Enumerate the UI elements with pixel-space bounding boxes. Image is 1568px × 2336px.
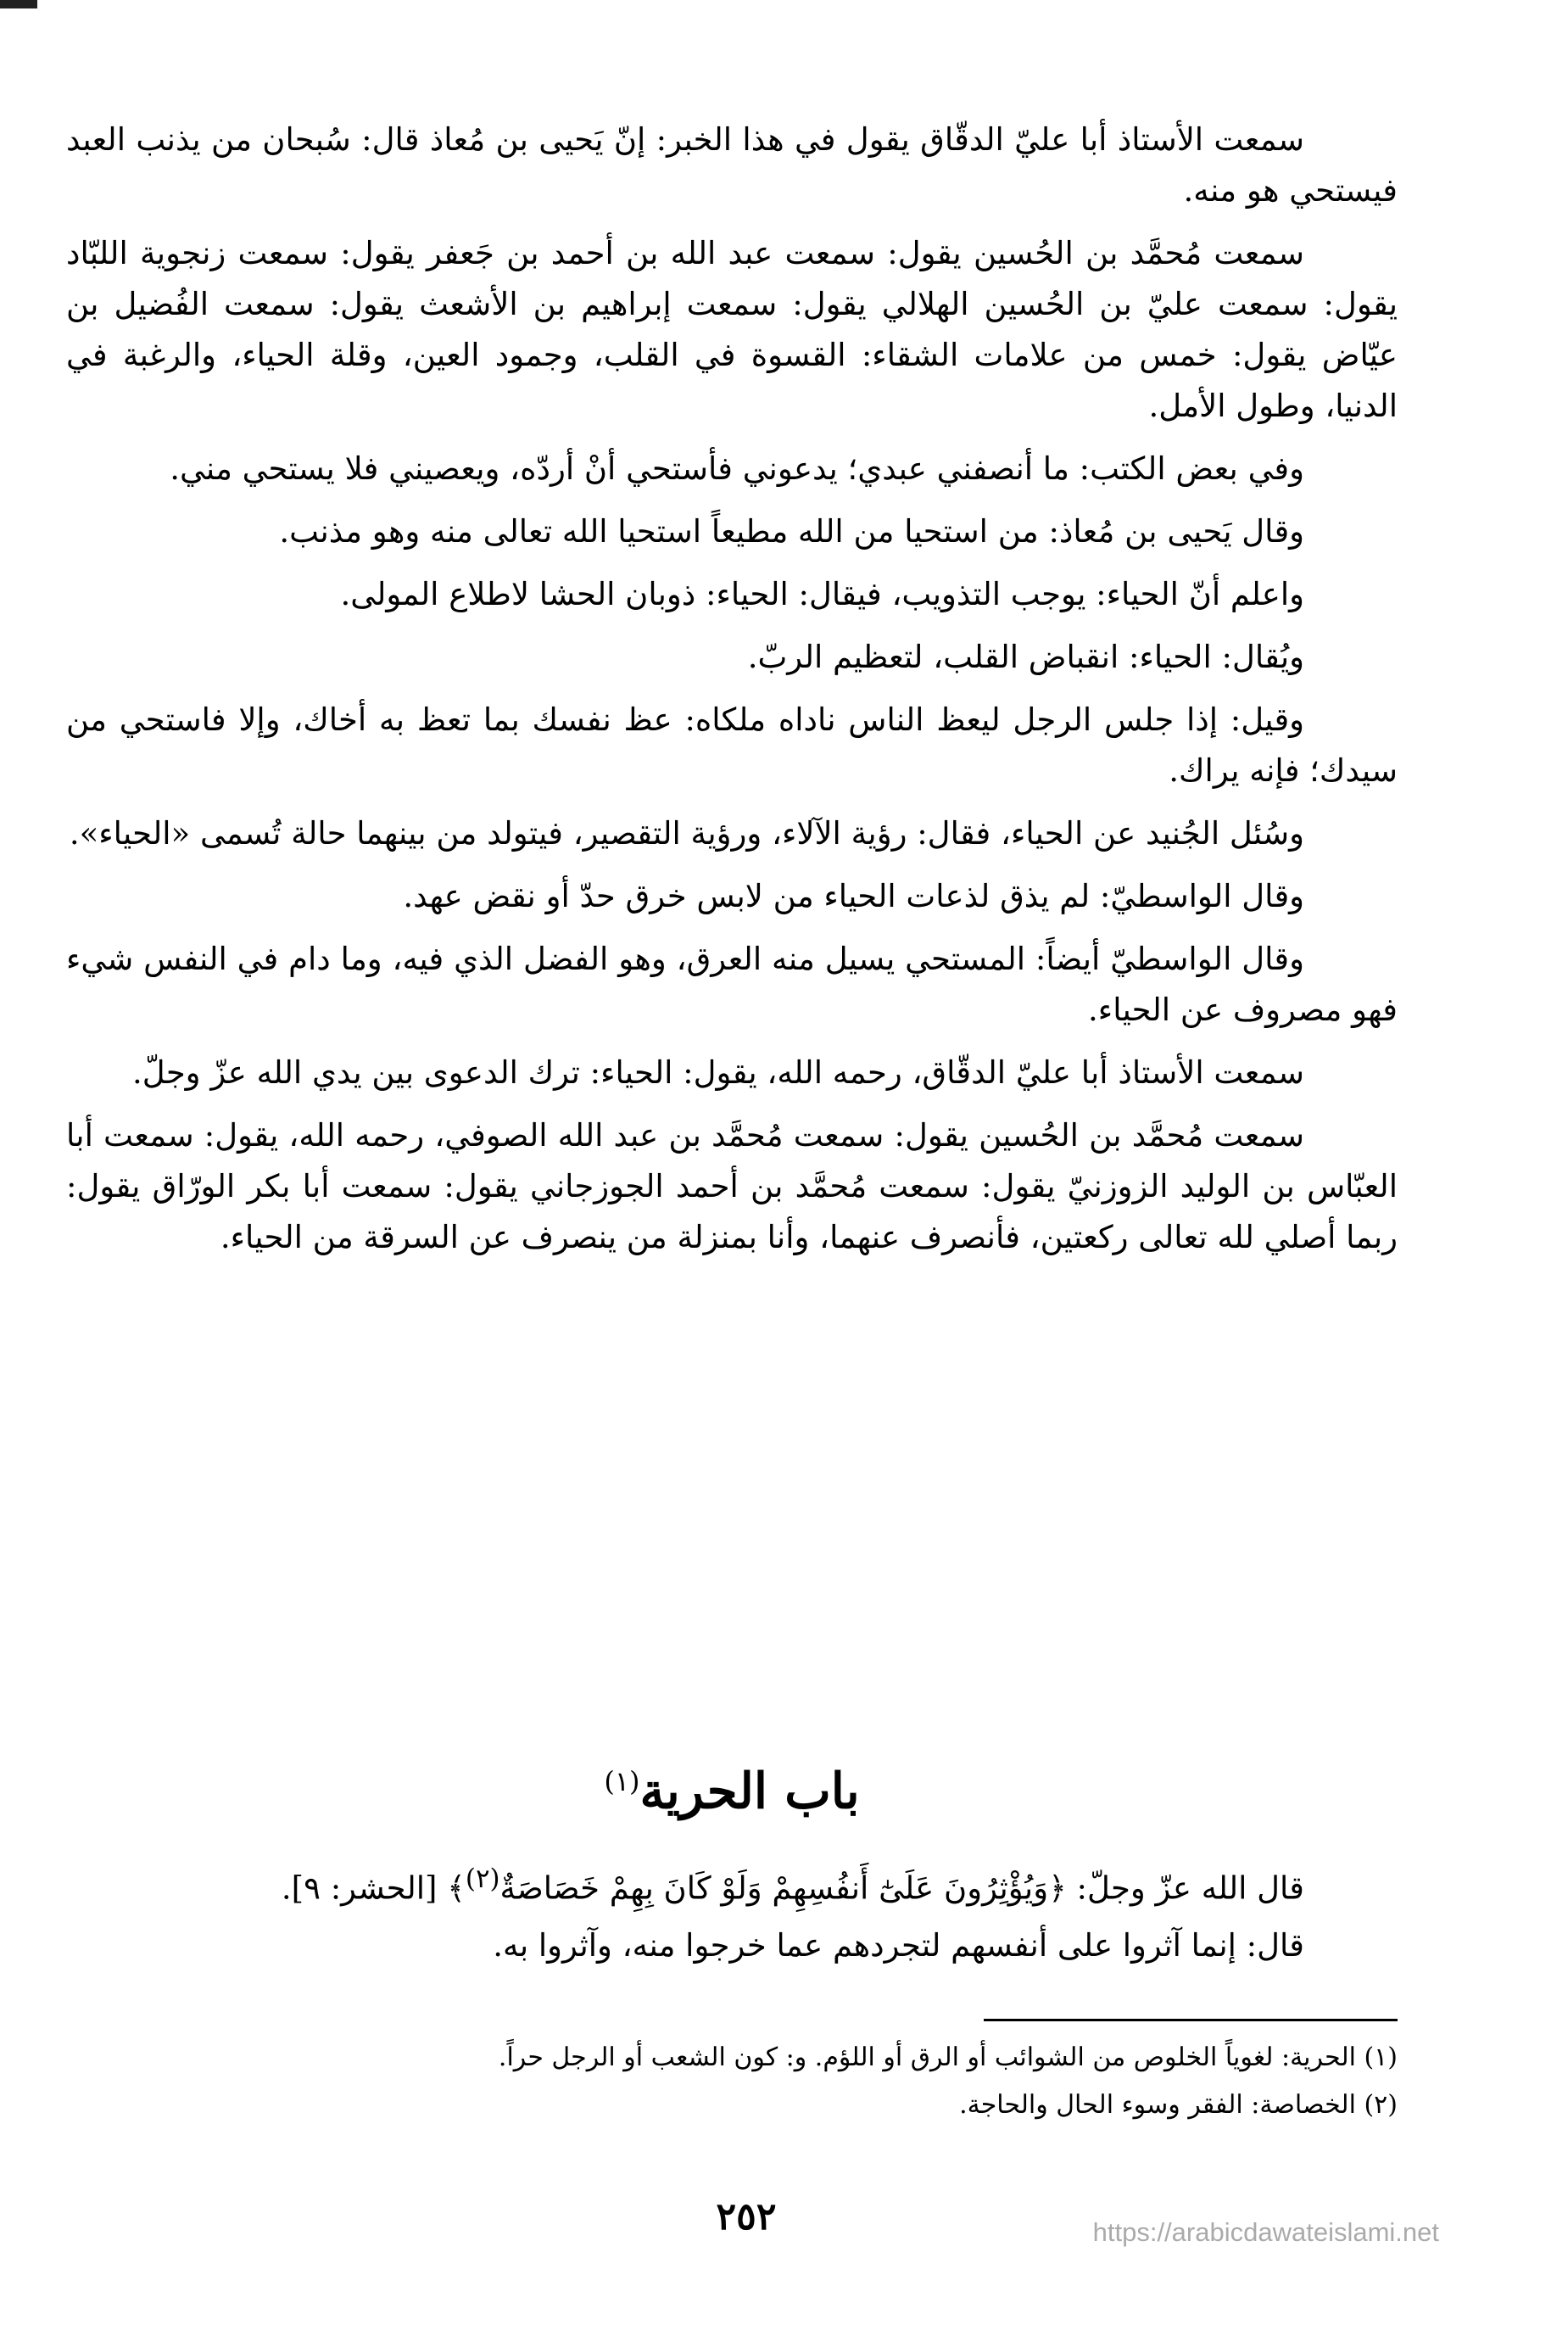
verse-intro: قال الله عزّ وجلّ: ﴿ [1048, 1869, 1304, 1907]
paragraph: وقال الواسطيّ أيضاً: المستحي يسيل منه العرق، وهو الفضل الذي فيه، وما دام في النفس شيء فهو مصروف عن الحياء. [66, 941, 1398, 1028]
verse-paragraph [66, 1853, 1398, 1914]
paragraph: وفي بعض الكتب: ما أنصفني عبدي؛ يدعوني فأستحي أنْ أردّه، ويعصيني فلا يستحي مني. [170, 450, 1304, 487]
paragraph: سمعت الأستاذ أبا عليّ الدقّاق يقول في هذا الخبر: إنّ يَحيى بن مُعاذ قال: سُبحان من يذنب العبد فيستحي هو منه. [66, 121, 1398, 209]
paragraph: وسُئل الجُنيد عن الحياء، فقال: رؤية الآلاء، ورؤية التقصير، فيتولد من بينهما حالة تُسمى «الحياء». [69, 815, 1304, 852]
quran-verse: وَيُؤْثِرُونَ عَلَىٰٓ أَنفُسِهِمْ وَلَوْ كَانَ بِهِمْ خَصَاصَةٌ [499, 1869, 1049, 1907]
paragraph: وقال الواسطيّ: لم يذق لذعات الحياء من لابس خرق حدّ أو نقض عهد. [403, 878, 1304, 914]
paragraph: قال: إنما آثروا على أنفسهم لتجردهم عما خرجوا منه، وآثروا به. [493, 1927, 1304, 1964]
footnotes [170, 2034, 1398, 2129]
paragraph: سمعت مُحمَّد بن الحُسين يقول: سمعت عبد الله بن أحمد بن جَعفر يقول: سمعت زنجوية اللبّاد يقول: سمعت عليّ بن الحُسين الهلالي يقول: سمعت إبراهيم بن الأشعث يقول: سمعت الفُضيل بن عيّاض يقول: خمس من علامات الشقاء: القسوة في القلب، وجمود العين، وقلة الحياء، والرغبة في الدنيا، وطول الأمل. [66, 235, 1398, 424]
paragraph: واعلم أنّ الحياء: يوجب التذويب، فيقال: الحياء: ذوبان الحشا لاطلاع المولى. [340, 576, 1304, 612]
footnote: (٢) الخصاصة: الفقر وسوء الحال والحاجة. [959, 2090, 1398, 2120]
paragraph: وقال يَحيى بن مُعاذ: من استحيا من الله مطيعاً استحيا الله تعالى منه وهو مذنب. [279, 513, 1304, 550]
section-text [66, 1853, 1398, 1978]
verse-footnote-ref: (٢) [465, 1864, 500, 1894]
watermark-url: https://arabicdawateislami.net [1092, 2217, 1439, 2247]
scan-corner-mark [0, 0, 37, 8]
section-title-text: باب الحرية [639, 1762, 860, 1820]
paragraph: ويُقال: الحياء: انقباض القلب، لتعظيم الربّ. [747, 639, 1304, 675]
section-title-footnote-ref: (١) [604, 1765, 640, 1797]
paragraph: سمعت مُحمَّد بن الحُسين يقول: سمعت مُحمَّد بن عبد الله الصوفي، رحمه الله، يقول: سمعت أبا العبّاس بن الوليد الزوزنيّ يقول: سمعت مُحمَّد بن أحمد الجوزجاني يقول: سمعت أبا بكر الورّاق يقول: ربما أصلي لله تعالى ركعتين، فأنصرف عنهما، وأنا بمنزلة من ينصرف عن السرقة من الحياء. [66, 1117, 1398, 1255]
verse-reference: ﴾ [الحشر: ٩]. [281, 1869, 466, 1907]
paragraph: وقيل: إذا جلس الرجل ليعظ الناس ناداه ملكاه: عظ نفسك بما تعظ به أخاك، وإلا فاستحي من سيدك؛ فإنه يراك. [66, 701, 1398, 789]
footnote-separator [984, 2019, 1398, 2021]
footnote: (١) الحرية: لغوياً الخلوص من الشوائب أو الرق أو اللؤم. و: كون الشعب أو الرجل حراً. [498, 2043, 1398, 2072]
section-title [66, 1747, 1398, 1825]
page-number: ٢٥٢ [716, 2195, 777, 2238]
body-text [66, 115, 1398, 1275]
paragraph: سمعت الأستاذ أبا عليّ الدقّاق، رحمه الله، يقول: الحياء: ترك الدعوى بين يدي الله عزّ وجلّ. [132, 1054, 1304, 1091]
